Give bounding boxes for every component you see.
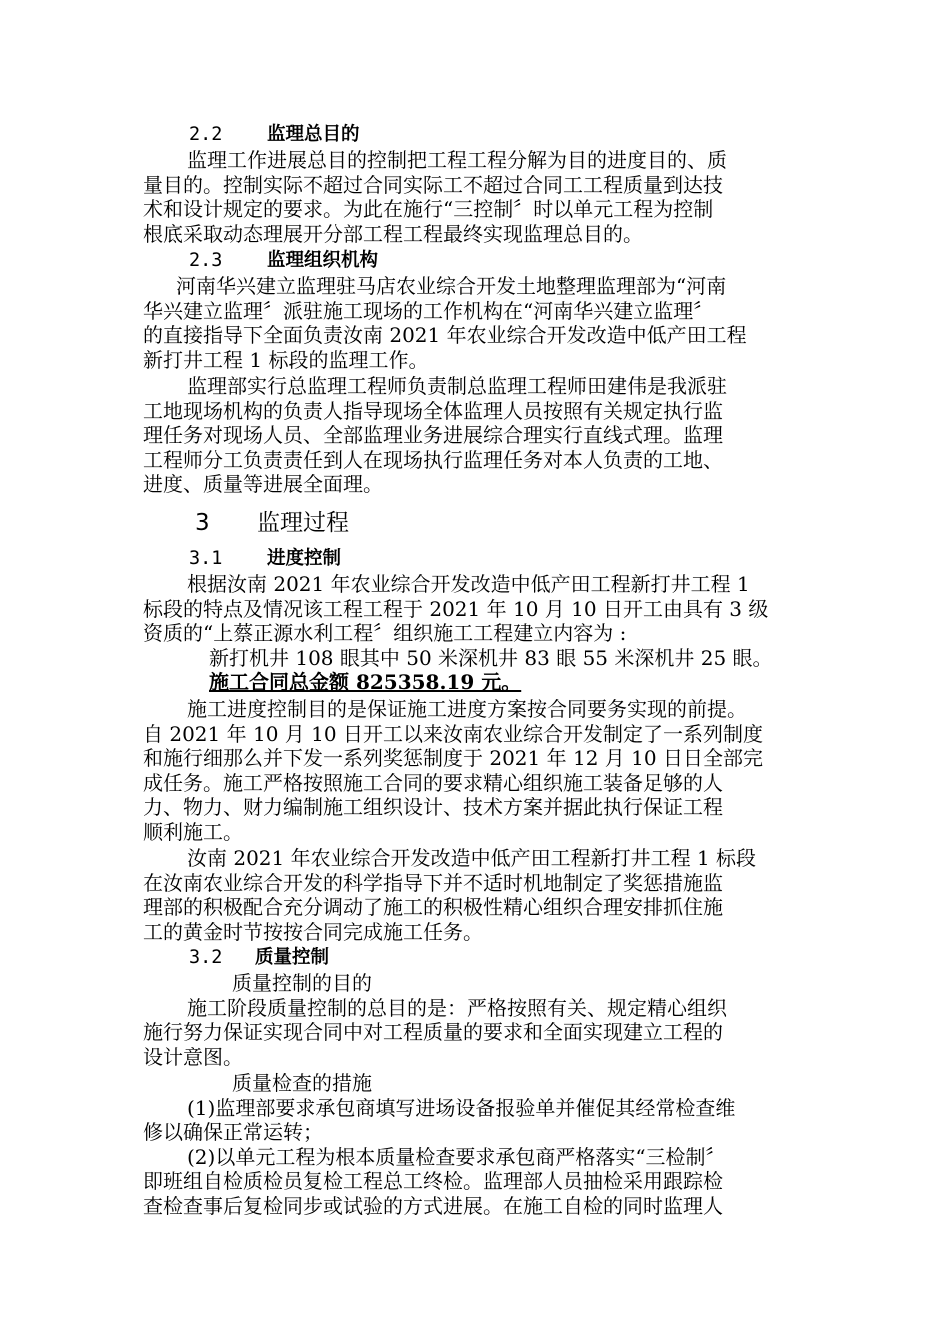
text-line: 理任务对现场人员、全部监理业务进展综合理实行直线式理。监理: [143, 423, 723, 447]
paragraph-2-3-b: [143, 374, 815, 497]
chapter-number: 3: [195, 510, 210, 536]
paragraph-3-1-b: [143, 697, 815, 844]
section-heading-2-3: [143, 249, 815, 274]
text-line: 汝南 2021 年农业综合开发改造中低产田工程新打井工程 1 标段: [187, 846, 757, 870]
subheading: 质量控制的目的: [232, 971, 372, 995]
section-title: 进度控制: [267, 548, 342, 569]
paragraph-2-3-a: [143, 274, 815, 372]
chapter-title: 监理过程: [257, 510, 349, 536]
text-line: 施行努力保证实现合同中对工程质量的要求和全面实现建立工程的: [143, 1020, 723, 1044]
text-line: 自 2021 年 10 月 10 日开工以来汝南农业综合开发制定了一系列制度: [143, 721, 763, 746]
wells-line: 新打机井 108 眼其中 50 米深机井 83 眼 55 米深机井 25 眼。: [209, 645, 773, 670]
list-item-line: 查检查事后复检同步或试验的方式进展。在施工自检的同时监理人: [143, 1193, 723, 1218]
text-line: 施工阶段质量控制的总目的是：严格按照有关、规定精心组织: [187, 995, 727, 1020]
text-line: 标段的特点及情况该工程工程于 2021 年 10 月 10 日开工由具有 3 级: [143, 596, 769, 621]
text-line: 资质的“上蔡正源水利工程〞组织施工工程建立内容为 :: [143, 621, 627, 645]
paragraph-2-2: [143, 148, 815, 246]
text-line: 力、物力、财力编制施工组织设计、技术方案并据此执行保证工程: [143, 795, 723, 819]
text-line: 设计意图。: [143, 1044, 243, 1069]
text-line: 量目的。控制实际不超过合同实际工不超过合同工工程质量到达技: [143, 172, 723, 197]
text-line: 顺利施工。: [143, 819, 243, 844]
section-number: 3.1: [189, 548, 223, 569]
text-line: 华兴建立监理〞派驻施工现场的工作机构在“河南华兴建立监理〞: [143, 298, 714, 323]
text-line: 在汝南农业综合开发的科学指导下并不适时机地制定了奖惩措施监: [143, 870, 723, 895]
section-number: 2.2: [189, 124, 223, 145]
text-line: 成任务。施工严格按照施工合同的要求精心组织施工装备足够的人: [143, 770, 723, 795]
section-number: 3.2: [189, 947, 223, 968]
subheading: 质量检查的措施: [232, 1071, 372, 1095]
list-item-line: (2)以单元工程为根本质量检查要求承包商严格落实“三检制〞: [187, 1144, 726, 1169]
text-line: 河南华兴建立监理驻马店农业综合开发土地整理监理部为“河南: [176, 274, 727, 298]
list-item-line: 修以确保正常运转；: [143, 1120, 323, 1144]
list-item-line: 即班组自检质检员复检工程总工终检。监理部人员抽检采用跟踪检: [143, 1169, 723, 1193]
text-line: 的直接指导下全面负责汝南 2021 年农业综合开发改造中低产田工程: [143, 323, 747, 347]
text-line: 工的黄金时节按按合同完成施工任务。: [143, 919, 483, 944]
contract-line: [143, 670, 815, 695]
section-heading-3-2: [143, 946, 815, 971]
text-line: 根据汝南 2021 年农业综合开发改造中低产田工程新打井工程 1: [187, 572, 750, 596]
paragraph-3-2-b: [143, 1071, 815, 1218]
text-line: 监理部实行总监理工程师负责制总监理工程师田建伟是我派驻: [187, 374, 727, 398]
text-line: 工地现场机构的负责人指导现场全体监理人员按照有关规定执行监: [143, 398, 723, 423]
list-item-line: (1)监理部要求承包商填写进场设备报验单并催促其经常检查维: [187, 1095, 736, 1120]
section-title: 监理总目的: [267, 124, 360, 145]
text-line: 监理工作进展总目的控制把工程工程分解为目的进度目的、质: [187, 148, 727, 172]
text-line: 和施行细那么并下发一系列奖惩制度于 2021 年 12 月 10 日日全部完: [143, 746, 763, 770]
section-title: 质量控制: [255, 947, 330, 968]
text-line: 进度、质量等进展全面理。: [143, 472, 383, 496]
section-number: 2.3: [189, 250, 223, 271]
section-title: 监理组织机构: [267, 250, 379, 271]
text-line: 理部的积极配合充分调动了施工的积极性精心组织合理安排抓住施: [143, 895, 723, 919]
text-line: 新打井工程 1 标段的监理工作。: [143, 347, 429, 372]
text-line: 术和设计规定的要求。为此在施行“三控制〞时以单元工程为控制: [143, 197, 714, 221]
section-heading-2-2: [143, 123, 815, 148]
paragraph-3-1-c: [143, 846, 815, 944]
text-line: 施工进度控制目的是保证施工进度方案按合同要务实现的前提。: [187, 697, 747, 721]
section-heading-3-1: [143, 547, 815, 572]
contract-amount: 施工合同总金额 825358.19 元。: [209, 670, 522, 694]
text-line: 根底采取动态理展开分部工程工程最终实现监理总目的。: [143, 221, 643, 246]
paragraph-3-1-a: [143, 572, 815, 695]
paragraph-3-2-a: [143, 971, 815, 1069]
chapter-heading-3: [143, 508, 815, 538]
text-line: 工程师分工负责责任到人在现场执行监理任务对本人负责的工地、: [143, 447, 723, 472]
